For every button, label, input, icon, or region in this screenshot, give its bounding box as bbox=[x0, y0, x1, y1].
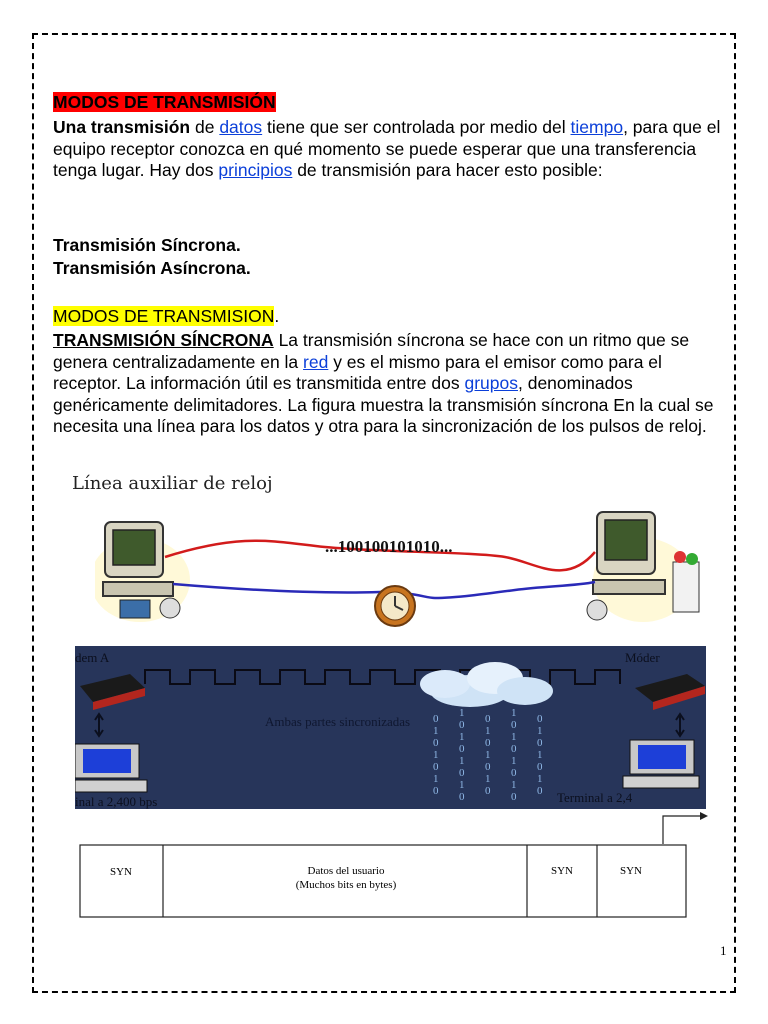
list-item-sincrona: Transmisión Síncrona. bbox=[53, 235, 241, 255]
text: tiene que ser controlada por medio del bbox=[262, 117, 571, 137]
modem-left-label: dem A bbox=[75, 650, 110, 665]
svg-text:1: 1 bbox=[511, 779, 517, 791]
lead-bold: Una transmisión bbox=[53, 117, 191, 137]
svg-text:0: 0 bbox=[537, 737, 543, 749]
svg-text:0: 0 bbox=[459, 791, 465, 803]
svg-text:0: 0 bbox=[537, 761, 543, 773]
svg-text:1: 1 bbox=[459, 755, 465, 767]
section1-heading: MODOS DE TRANSMISIÓN bbox=[53, 92, 276, 112]
svg-text:0: 0 bbox=[511, 791, 517, 803]
terminal-right-icon bbox=[623, 740, 699, 788]
list-item-asincrona: Transmisión Asíncrona. bbox=[53, 258, 251, 278]
svg-text:0: 0 bbox=[485, 713, 491, 725]
svg-text:1: 1 bbox=[537, 773, 543, 785]
svg-text:1: 1 bbox=[433, 749, 439, 761]
sincrona-lead: TRANSMISIÓN SÍNCRONA bbox=[53, 330, 274, 350]
svg-text:0: 0 bbox=[459, 743, 465, 755]
svg-text:1: 1 bbox=[485, 773, 491, 785]
bits-label: ...100100101010... bbox=[325, 537, 453, 556]
text: de transmisión para hacer esto posible: bbox=[292, 160, 603, 180]
svg-text:0: 0 bbox=[433, 713, 439, 725]
section2-heading: MODOS DE TRANSMISION bbox=[53, 306, 275, 326]
svg-text:0: 0 bbox=[459, 767, 465, 779]
svg-text:1: 1 bbox=[459, 779, 465, 791]
svg-text:0: 0 bbox=[537, 713, 543, 725]
section1-paragraph bbox=[53, 117, 723, 182]
svg-text:1: 1 bbox=[537, 749, 543, 761]
text: de bbox=[190, 117, 220, 137]
svg-text:0: 0 bbox=[459, 719, 465, 731]
terminal-left-icon bbox=[75, 744, 147, 792]
svg-text:1: 1 bbox=[459, 707, 465, 719]
sync-network-diagram bbox=[75, 646, 706, 809]
link-grupos[interactable]: grupos bbox=[464, 373, 518, 393]
text: La transmisión síncrona se hace con un ritmo que se genera centralizadamente en la bbox=[53, 330, 690, 372]
user-data-field-sub: (Muchos bits en bytes) bbox=[295, 879, 397, 891]
svg-text:1: 1 bbox=[511, 731, 517, 743]
terminal-right-label: Terminal a 2,4 bbox=[557, 790, 633, 805]
user-data-field: Datos del usuario bbox=[307, 865, 385, 877]
modem-right-label: Móder bbox=[625, 650, 660, 665]
svg-text:1: 1 bbox=[433, 725, 439, 737]
syn-field-1: SYN bbox=[109, 866, 133, 878]
section2-heading-line bbox=[53, 306, 723, 328]
svg-text:0: 0 bbox=[433, 785, 439, 797]
svg-text:1: 1 bbox=[433, 773, 439, 785]
svg-text:0: 0 bbox=[433, 737, 439, 749]
center-label: Ambas partes sincronizadas bbox=[265, 714, 411, 729]
svg-text:1: 1 bbox=[485, 749, 491, 761]
svg-text:0: 0 bbox=[511, 767, 517, 779]
page-number: 1 bbox=[720, 943, 727, 958]
link-red[interactable]: red bbox=[303, 351, 329, 372]
svg-text:0: 0 bbox=[485, 785, 491, 797]
text: , denominados genéricamente delimitadores. La figura muestra la transmisión síncrona En la cual se necesita una línea para los datos y otra para la sincronización de los pulsos de reloj. bbox=[53, 373, 714, 436]
link-principios[interactable]: principios bbox=[218, 160, 293, 180]
svg-text:0: 0 bbox=[433, 761, 439, 773]
clock-icon bbox=[375, 586, 415, 626]
svg-text:1: 1 bbox=[459, 731, 465, 743]
link-tiempo[interactable]: tiempo bbox=[570, 117, 624, 137]
text: , para que el equipo receptor conozca en qué momento se puede esperar que una transferencia tenga lugar. Hay dos bbox=[53, 117, 721, 180]
computer-left-icon bbox=[95, 522, 190, 622]
syn-field-3: SYN bbox=[619, 865, 643, 877]
svg-text:1: 1 bbox=[511, 755, 517, 767]
svg-text:0: 0 bbox=[485, 737, 491, 749]
svg-text:0: 0 bbox=[485, 761, 491, 773]
section2-paragraph bbox=[53, 330, 723, 438]
sync-illustration bbox=[95, 502, 710, 634]
heading-tail: . bbox=[274, 306, 280, 326]
terminal-left-label: inal a 2,400 bps bbox=[75, 794, 158, 809]
svg-text:0: 0 bbox=[537, 785, 543, 797]
syn-field-2: SYN bbox=[550, 865, 574, 877]
svg-text:1: 1 bbox=[537, 725, 543, 737]
computer-right-icon bbox=[587, 512, 699, 622]
text: y es el mismo para el emisor como para el receptor. La información útil es transmitida entre dos bbox=[53, 351, 662, 393]
section1-heading-line bbox=[53, 92, 723, 114]
svg-text:0: 0 bbox=[511, 743, 517, 755]
svg-text:1: 1 bbox=[485, 725, 491, 737]
svg-text:1: 1 bbox=[511, 707, 517, 719]
sync-frame-diagram bbox=[78, 812, 710, 924]
svg-text:0: 0 bbox=[511, 719, 517, 731]
link-datos[interactable]: datos bbox=[219, 117, 263, 137]
figure1-caption: Línea auxiliar de reloj bbox=[72, 473, 273, 494]
